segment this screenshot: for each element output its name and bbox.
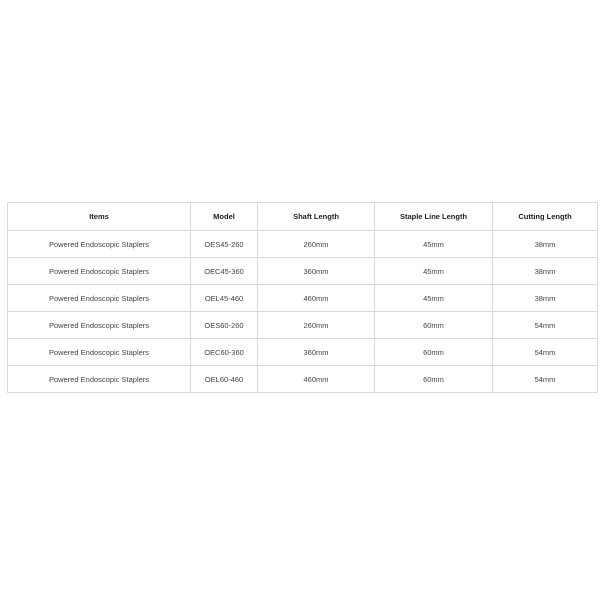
cell-shaft-length: 260mm: [258, 312, 375, 339]
cell-cutting-length: 54mm: [493, 339, 598, 366]
cell-shaft-length: 360mm: [258, 339, 375, 366]
cell-cutting-length: 54mm: [493, 312, 598, 339]
header-cutting-length: Cutting Length: [493, 203, 598, 231]
cell-staple-line-length: 45mm: [375, 231, 493, 258]
cell-model: OEL60-460: [191, 366, 258, 393]
cell-shaft-length: 460mm: [258, 285, 375, 312]
header-items: Items: [8, 203, 191, 231]
cell-cutting-length: 38mm: [493, 285, 598, 312]
cell-item: Powered Endoscopic Staplers: [8, 231, 191, 258]
table-row: [8, 312, 598, 339]
cell-cutting-length: 54mm: [493, 366, 598, 393]
cell-cutting-length: 38mm: [493, 231, 598, 258]
table-row: [8, 339, 598, 366]
cell-staple-line-length: 45mm: [375, 285, 493, 312]
cell-staple-line-length: 60mm: [375, 366, 493, 393]
cell-item: Powered Endoscopic Staplers: [8, 339, 191, 366]
cell-staple-line-length: 45mm: [375, 258, 493, 285]
table-row: [8, 258, 598, 285]
cell-item: Powered Endoscopic Staplers: [8, 366, 191, 393]
table-row: [8, 285, 598, 312]
stapler-spec-table: [7, 202, 598, 393]
cell-model: OES45-260: [191, 231, 258, 258]
table-row: [8, 366, 598, 393]
cell-shaft-length: 360mm: [258, 258, 375, 285]
cell-staple-line-length: 60mm: [375, 312, 493, 339]
cell-item: Powered Endoscopic Staplers: [8, 285, 191, 312]
table-row: [8, 231, 598, 258]
cell-shaft-length: 460mm: [258, 366, 375, 393]
cell-item: Powered Endoscopic Staplers: [8, 258, 191, 285]
cell-model: OEC60-360: [191, 339, 258, 366]
table-header-row: [8, 203, 598, 231]
header-model: Model: [191, 203, 258, 231]
header-staple-line-length: Staple Line Length: [375, 203, 493, 231]
cell-model: OES60-260: [191, 312, 258, 339]
cell-shaft-length: 260mm: [258, 231, 375, 258]
cell-cutting-length: 38mm: [493, 258, 598, 285]
cell-item: Powered Endoscopic Staplers: [8, 312, 191, 339]
cell-model: OEL45-460: [191, 285, 258, 312]
cell-model: OEC45-360: [191, 258, 258, 285]
cell-staple-line-length: 60mm: [375, 339, 493, 366]
header-shaft-length: Shaft Length: [258, 203, 375, 231]
